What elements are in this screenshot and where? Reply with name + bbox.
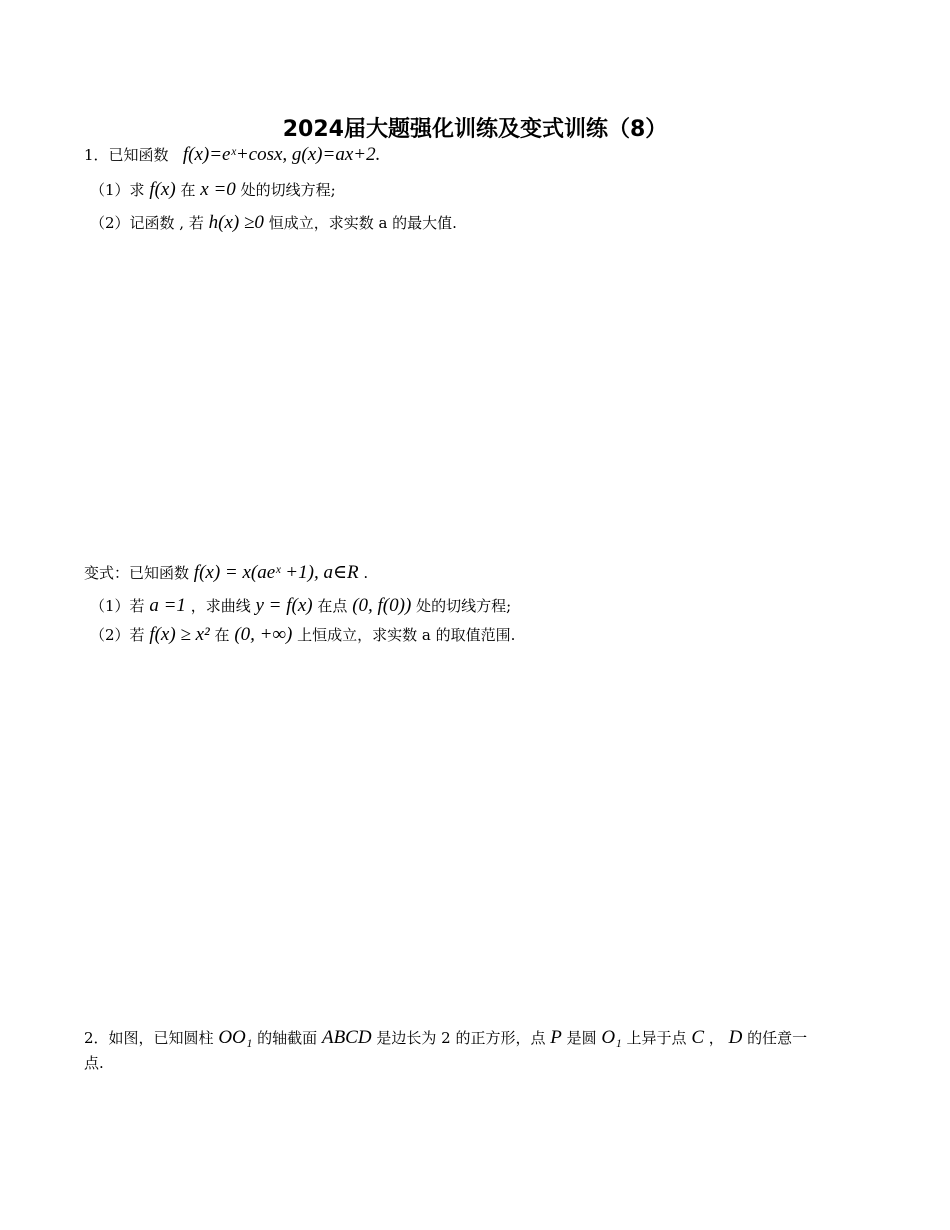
q1-p1-mid: 在 — [180, 181, 196, 199]
q1-prefix: 1．已知函数 — [84, 146, 169, 164]
variant-p2-mid: 在 — [214, 626, 230, 644]
q1-formula: f(x)=eˣ+cosx, g(x)=ax+2. — [182, 144, 381, 165]
variant-p2-interval: (0, +∞) — [234, 624, 293, 645]
q2-oo1: OO₁ — [218, 1027, 253, 1048]
q1-p2-suffix: 恒成立，求实数 a 的最大值. — [268, 214, 457, 232]
q1-p1-suffix: 处的切线方程; — [240, 181, 336, 199]
question-2-stem-line-2: 点. — [84, 1054, 104, 1072]
variant-p2-prefix: （2）若 — [90, 626, 145, 644]
page-title: 2024届大题强化训练及变式训练（8） — [282, 117, 668, 142]
q2-d: D — [728, 1027, 743, 1048]
q2-text-c: 是边长为 2 的正方形，点 — [376, 1029, 546, 1047]
variant-p1-suffix: 处的切线方程; — [416, 597, 512, 615]
variant-part-2 — [90, 624, 515, 646]
q1-p2-cond: h(x) ≥0 — [208, 212, 264, 233]
q2-text-d: 是圆 — [566, 1029, 597, 1047]
question-2-stem-line-1 — [84, 1027, 807, 1049]
q2-text-e: 上异于点 — [626, 1029, 687, 1047]
variant-formula: f(x) = x(aeˣ +1), a∈R — [193, 562, 359, 583]
question-1-part-1 — [90, 179, 336, 201]
variant-prefix: 变式：已知函数 — [84, 564, 190, 582]
variant-formula-end: . — [363, 564, 369, 582]
q2-c: C — [691, 1027, 705, 1048]
question-1-part-2 — [90, 212, 457, 234]
variant-p1-curve: y = f(x) — [255, 595, 313, 616]
question-1-stem — [84, 144, 380, 166]
variant-part-1 — [90, 595, 511, 617]
q1-p2-prefix: （2）记函数 , 若 — [90, 214, 204, 232]
q1-p1-prefix: （1）求 — [90, 181, 145, 199]
q2-p: P — [550, 1027, 562, 1048]
variant-p1-point: (0, f(0)) — [352, 595, 412, 616]
variant-p1-mid: ，求曲线 — [190, 597, 251, 615]
q2-text-b: 的轴截面 — [257, 1029, 318, 1047]
q1-p1-fx: f(x) — [149, 179, 176, 200]
q2-o1: O₁ — [601, 1027, 622, 1048]
variant-p1-mid2: 在点 — [317, 597, 348, 615]
q1-p1-cond: x =0 — [200, 179, 236, 200]
q2-abcd: ABCD — [321, 1027, 372, 1048]
q2-text-f: ， — [708, 1029, 724, 1047]
q2-text-a: 2．如图，已知圆柱 — [84, 1029, 214, 1047]
variant-p2-suffix: 上恒成立，求实数 a 的取值范围. — [297, 626, 516, 644]
variant-p1-cond: a =1 — [149, 595, 186, 616]
q2-text-g: 的任意一 — [747, 1029, 808, 1047]
variant-p1-prefix: （1）若 — [90, 597, 145, 615]
variant-p2-cond: f(x) ≥ x² — [149, 624, 210, 645]
variant-stem — [84, 562, 368, 584]
